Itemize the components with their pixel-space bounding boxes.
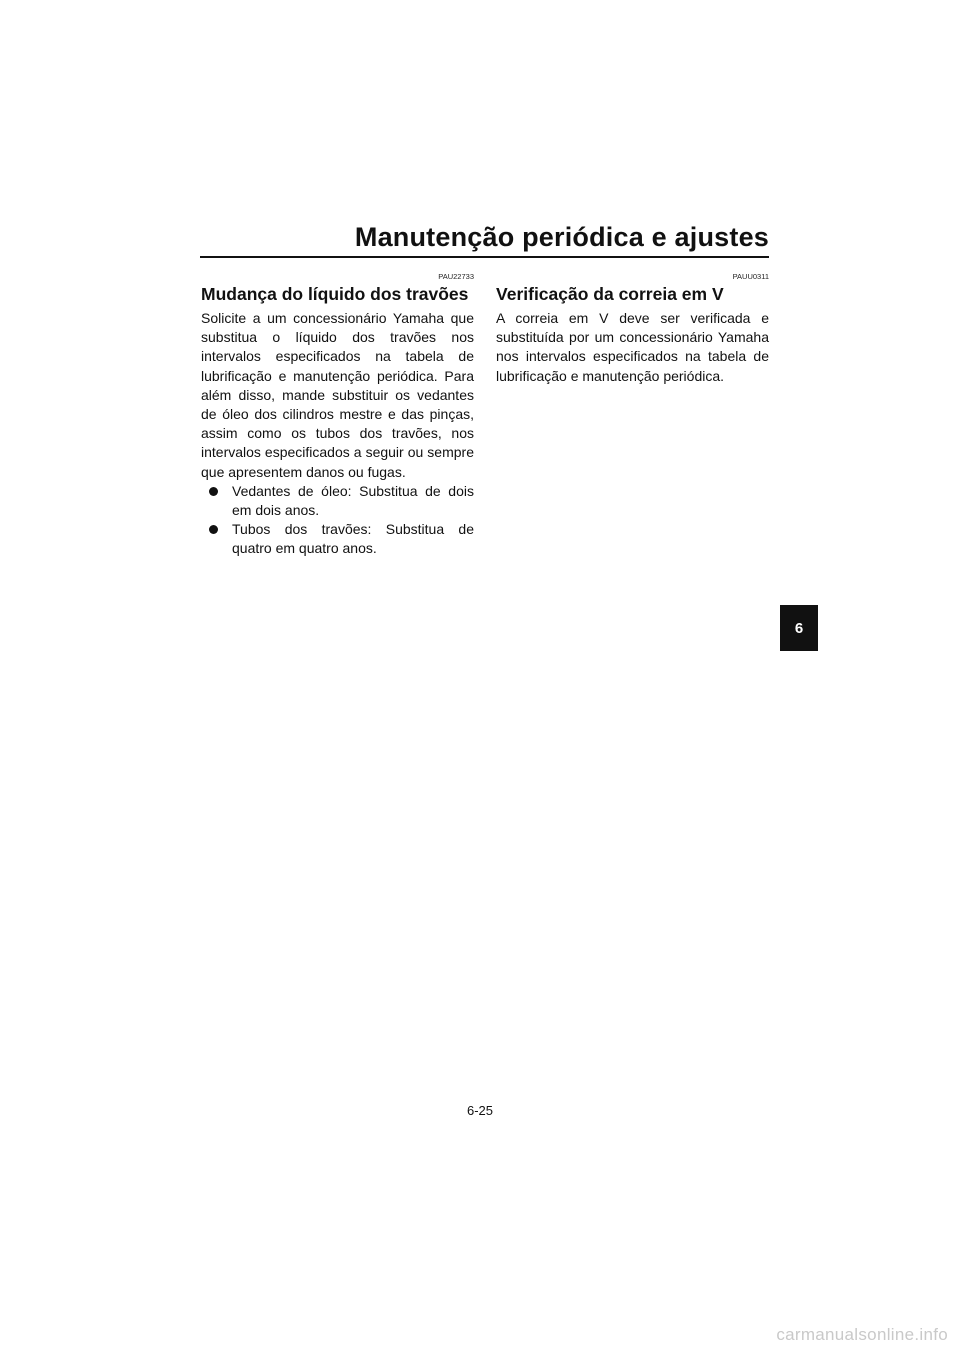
watermark: carmanualsonline.info [776, 1325, 948, 1344]
bullet-text: Vedantes de óleo: Substitua de dois em dois anos. [232, 482, 474, 519]
list-item [201, 520, 474, 558]
bullet-list [201, 482, 474, 559]
brake-fluid-paragraph: Solicite a um concessionário Yamaha que substitua o líquido dos travões nos intervalos especificados na tabela de lubrificação e manutenção periódica. Para além disso, mande substituir os vedantes de óleo dos cilindros mestre e das pinças, assim como os tubos dos travões, nos intervalos especificados a seguir ou sempre que apresentem danos ou fugas. [201, 310, 474, 480]
section-code: PAUU0311 [732, 272, 769, 281]
page-header [200, 222, 769, 258]
section-heading-v-belt: Verificação da correia em V [496, 284, 724, 304]
bullet-text: Tubos dos travões: Substitua de quatro em quatro anos. [232, 521, 474, 557]
left-column [201, 272, 474, 559]
page-number: 6-25 [466, 1103, 494, 1118]
v-belt-paragraph: A correia em V deve ser verificada e substituída por um concessionário Yamaha nos intervalos especificados na tabela de lubrificação e manutenção periódica. [496, 310, 769, 384]
chapter-tab: 6 [780, 605, 818, 651]
section-code: PAU22733 [438, 272, 474, 281]
bullet-icon [209, 487, 218, 496]
page-title: Manutenção periódica e ajustes [354, 222, 769, 252]
right-column [496, 272, 769, 386]
list-item [201, 482, 474, 520]
bullet-icon [209, 525, 218, 534]
section-heading-brake-fluid: Mudança do líquido dos travões [201, 284, 469, 304]
